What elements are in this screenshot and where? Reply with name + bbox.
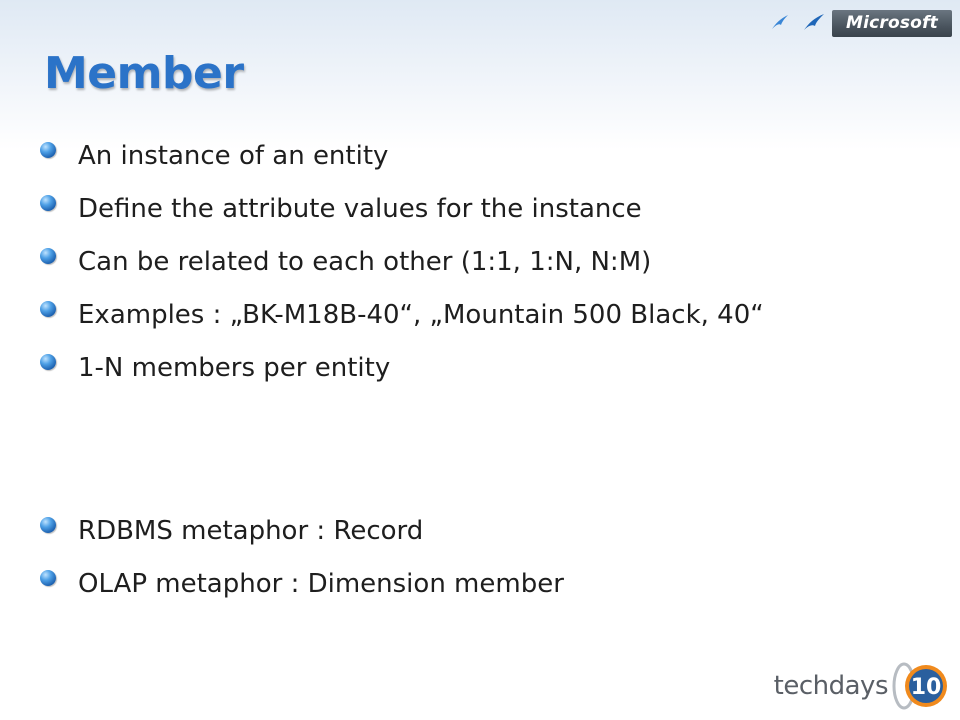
bullet-item [40, 353, 390, 383]
bullet-text: Examples : „BK-M18B-40“, „Mountain 500 Black, 40“ [78, 300, 764, 330]
bullet-dot-icon [40, 354, 56, 370]
microsoft-wordmark: Microsoft [832, 10, 952, 37]
bullet-dot-icon [40, 517, 56, 533]
bullet-text: An instance of an entity [78, 141, 389, 171]
bullet-text: 1-N members per entity [78, 353, 391, 383]
bullet-item [40, 247, 651, 277]
bullet-dot-icon [40, 195, 56, 211]
techdays-wordmark: techdays [773, 671, 888, 701]
bullet-dot-icon [40, 248, 56, 264]
slide-title: Member [44, 48, 244, 99]
bullet-dot-icon [40, 570, 56, 586]
bullet-text: OLAP metaphor : Dimension member [78, 569, 564, 599]
bullet-item [40, 141, 388, 171]
bullet-dot-icon [40, 142, 56, 158]
bullet-item [40, 300, 764, 330]
microsoft-logo [770, 6, 952, 40]
bullet-text: RDBMS metaphor : Record [78, 516, 424, 546]
bullet-item [40, 194, 642, 224]
birds-icon [770, 12, 828, 34]
bullet-item [40, 516, 423, 546]
techdays-10-badge [890, 660, 950, 712]
bullet-text: Can be related to each other (1:1, 1:N, N:M) [78, 247, 652, 277]
bullet-text: Define the attribute values for the instance [78, 194, 642, 224]
techdays-logo [774, 660, 950, 712]
bullet-dot-icon [40, 301, 56, 317]
bullet-item [40, 569, 564, 599]
event-number: 10 [910, 675, 942, 700]
